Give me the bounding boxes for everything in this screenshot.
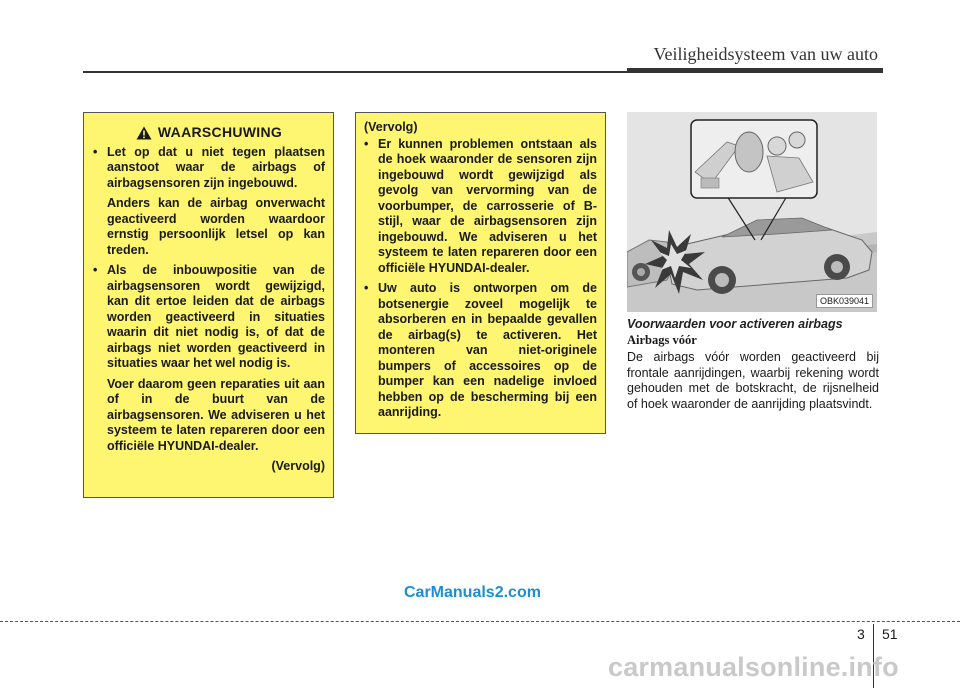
image-code: OBK039041	[816, 294, 873, 308]
warning-box-2	[355, 112, 606, 434]
list-item	[364, 281, 597, 421]
continued-label: (Vervolg)	[271, 459, 325, 473]
bullet: •	[364, 281, 369, 295]
continued-label: (Vervolg)	[364, 120, 418, 134]
warning-text: Er kunnen problemen ontstaan als de hoek waaronder de sensoren zijn ingebouwd wordt gewijzigd als gevolg van vervorming van de voorbumper, de carrosserie of B-stijl, waar de airbagsensoren zijn ingebouwd. We adviseren u het systeem te laten repareren door een officiële HYUNDAI-dealer.	[378, 136, 597, 275]
warning-text: Voer daarom geen reparaties uit aan of in de buurt van de airbagsensoren. We adviseren u het systeem te laten repareren door een officiële HYUNDAI-dealer.	[107, 376, 325, 453]
chapter-number: 3	[857, 626, 865, 642]
watermark-link[interactable]: CarManuals2.com	[404, 584, 541, 601]
bullet: •	[364, 136, 369, 151]
airbag-illustration	[627, 112, 877, 312]
footer-rule	[0, 621, 960, 622]
warning-text: Anders kan de airbag onverwacht geactiveerd worden waardoor ernstig persoonlijk letsel op kan treden.	[107, 196, 325, 257]
warning-title: WAARSCHUWING	[157, 124, 283, 140]
warning-triangle-icon	[136, 126, 152, 140]
warning-box-1	[83, 112, 334, 498]
list-item	[93, 263, 325, 454]
section-subheading: Airbags vóór	[627, 333, 697, 347]
page-number: 51	[882, 626, 898, 642]
header-rule-accent	[627, 68, 883, 73]
warning-text: Als de inbouwpositie van de airbagsensoren wordt gewijzigd, kan dit ertoe leiden dat de airbags worden geactiveerd in situaties waarin dit niet nodig is, of dat de airbags niet worden geactiveerd in situaties waar het wel nodig is.	[107, 263, 325, 370]
warning-header	[93, 125, 325, 141]
bullet: •	[93, 144, 98, 159]
warning-list	[93, 145, 325, 455]
page-header-title: Veiligheidsysteem van uw auto	[653, 44, 878, 64]
watermark-site: carmanualsonline.info	[608, 652, 899, 682]
warning-text: Uw auto is ontworpen om de botsenergie zoveel mogelijk te absorberen en in bepaalde gevallen de airbag(s) te activeren. Het monteren van niet-originele bumpers of accessoires op de bumper kan een nadelige invloed hebben op de bescherming bij een aanrijding.	[378, 281, 597, 419]
list-item	[93, 145, 325, 259]
section-body-text: De airbags vóór worden geactiveerd bij frontale aanrijdingen, waarbij rekening wordt gehouden met de botskracht, de rijsnelheid of hoek waaronder de aanrijding plaatsvindt.	[627, 350, 879, 411]
bullet: •	[93, 263, 98, 277]
figure-caption: Voorwaarden voor activeren airbags	[627, 317, 843, 331]
car-collision-illustration	[627, 112, 877, 312]
warning-text: Let op dat u niet tegen plaatsen aanstoot waar de airbags of airbagsensoren zijn ingebouwd.	[107, 144, 325, 190]
list-item	[364, 137, 597, 277]
warning-list	[364, 137, 597, 421]
